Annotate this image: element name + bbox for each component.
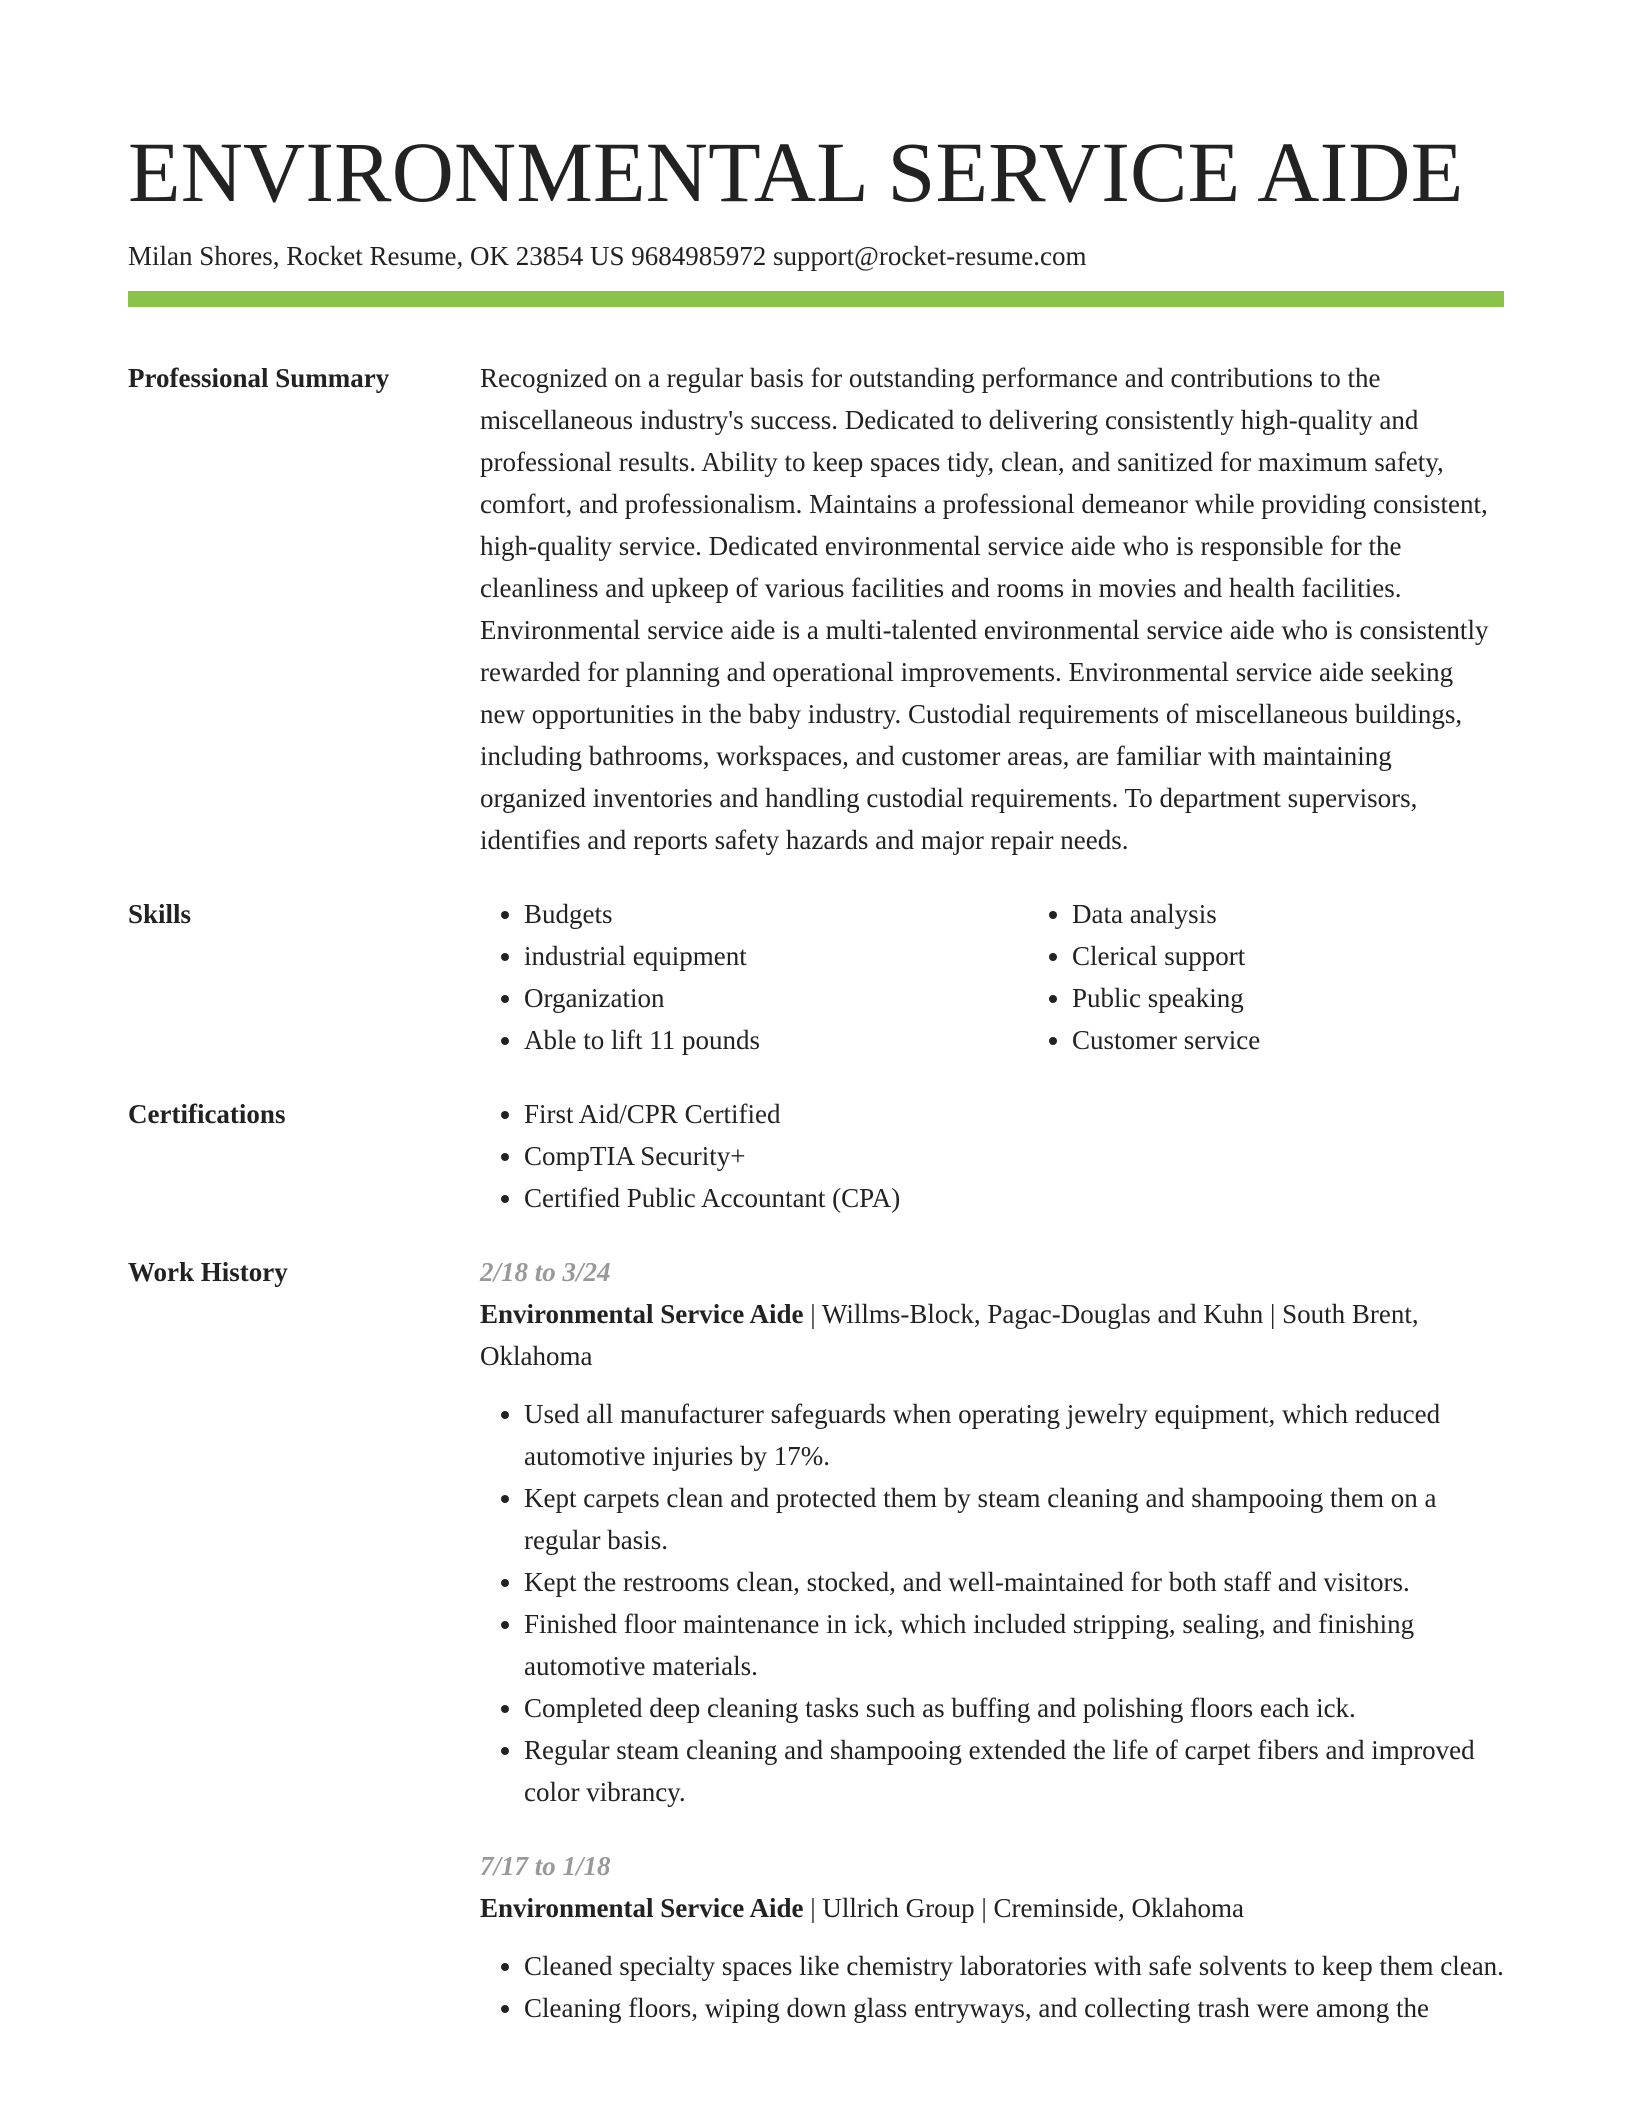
contact-email: support@rocket-resume.com xyxy=(772,241,1087,271)
job-heading xyxy=(480,1293,1504,1377)
resume-title: ENVIRONMENTAL SERVICE AIDE xyxy=(128,124,1464,220)
skills-column-right xyxy=(1028,893,1576,1061)
certification-item: • First Aid/CPR Certified xyxy=(524,1093,1504,1135)
job-bullet: • Regular steam cleaning and shampooing extended the life of carpet fibers and improved color vibrancy. xyxy=(524,1729,1504,1813)
resume-page xyxy=(128,116,1504,2029)
skills-heading: Skills xyxy=(128,899,192,929)
skills-column-left xyxy=(480,893,1028,1061)
contact-address: Milan Shores, Rocket Resume, OK 23854 US xyxy=(128,241,625,271)
job-bullets xyxy=(480,1393,1504,1813)
job-heading xyxy=(480,1887,1504,1929)
summary-section xyxy=(128,357,1504,861)
skill-item: • Budgets xyxy=(524,893,1028,935)
certification-item: • Certified Public Accountant (CPA) xyxy=(524,1177,1504,1219)
job-bullet: • Cleaning floors, wiping down glass entryways, and collecting trash were among the xyxy=(524,1987,1504,2029)
job-bullet: • Kept carpets clean and protected them by steam cleaning and shampooing them on a regular basis. xyxy=(524,1477,1504,1561)
job-details: | Willms-Block, Pagac-Douglas and Kuhn | South Brent, Oklahoma xyxy=(480,1299,1419,1371)
work-history-section xyxy=(128,1251,1504,2029)
skill-item: • Customer service xyxy=(1072,1019,1576,1061)
contact-line xyxy=(128,238,1504,274)
work-history-list xyxy=(480,1251,1504,2029)
job-entry xyxy=(480,1251,1504,1813)
job-dates: 2/18 to 3/24 xyxy=(480,1257,611,1287)
skill-item: • Public speaking xyxy=(1072,977,1576,1019)
accent-divider xyxy=(128,291,1504,307)
job-bullet: • Finished floor maintenance in ick, which included stripping, sealing, and finishing automotive materials. xyxy=(524,1603,1504,1687)
skill-item: • Able to lift 11 pounds xyxy=(524,1019,1028,1061)
job-title: Environmental Service Aide xyxy=(480,1299,804,1329)
skill-item: • Clerical support xyxy=(1072,935,1576,977)
skill-item: • industrial equipment xyxy=(524,935,1028,977)
job-dates: 7/17 to 1/18 xyxy=(480,1851,611,1881)
skill-item: • Organization xyxy=(524,977,1028,1019)
job-entry xyxy=(480,1845,1504,2029)
skills-section xyxy=(128,893,1504,1061)
job-title: Environmental Service Aide xyxy=(480,1893,804,1923)
job-bullets xyxy=(480,1945,1504,2029)
skills-list xyxy=(480,893,1576,1061)
certifications-list xyxy=(480,1093,1504,1219)
skill-item: • Data analysis xyxy=(1072,893,1576,935)
certifications-section xyxy=(128,1093,1504,1219)
certification-item: • CompTIA Security+ xyxy=(524,1135,1504,1177)
job-details: | Ullrich Group | Creminside, Oklahoma xyxy=(803,1893,1244,1923)
job-bullet: • Cleaned specialty spaces like chemistry laboratories with safe solvents to keep them clean. xyxy=(524,1945,1504,1987)
job-bullet: • Kept the restrooms clean, stocked, and well-maintained for both staff and visitors. xyxy=(524,1561,1504,1603)
contact-phone: 9684985972 xyxy=(631,241,767,271)
summary-text: Recognized on a regular basis for outstanding performance and contributions to the miscellaneous industry's success. Dedicated to delivering consistently high-quality and professional results. Ability to keep spaces tidy, clean, and sanitized for maximum safety, comfort, and professionalism. Maintains a professional demeanor while providing consistent, high-quality service. Dedicated environmental service aide who is responsible for the cleanliness and upkeep of various facilities and rooms in movies and health facilities. Environmental service aide is a multi-talented environmental service aide who is consistently rewarded for planning and operational improvements. Environmental service aide seeking new opportunities in the baby industry. Custodial requirements of miscellaneous buildings, including bathrooms, workspaces, and customer areas, are familiar with maintaining organized inventories and handling custodial requirements. To department supervisors, identifies and reports safety hazards and major repair needs. xyxy=(480,363,1489,855)
job-bullet: • Completed deep cleaning tasks such as buffing and polishing floors each ick. xyxy=(524,1687,1504,1729)
summary-heading: Professional Summary xyxy=(128,363,390,393)
certifications-heading: Certifications xyxy=(128,1099,286,1129)
work-history-heading: Work History xyxy=(128,1257,288,1287)
job-bullet: • Used all manufacturer safeguards when operating jewelry equipment, which reduced automotive injuries by 17%. xyxy=(524,1393,1504,1477)
